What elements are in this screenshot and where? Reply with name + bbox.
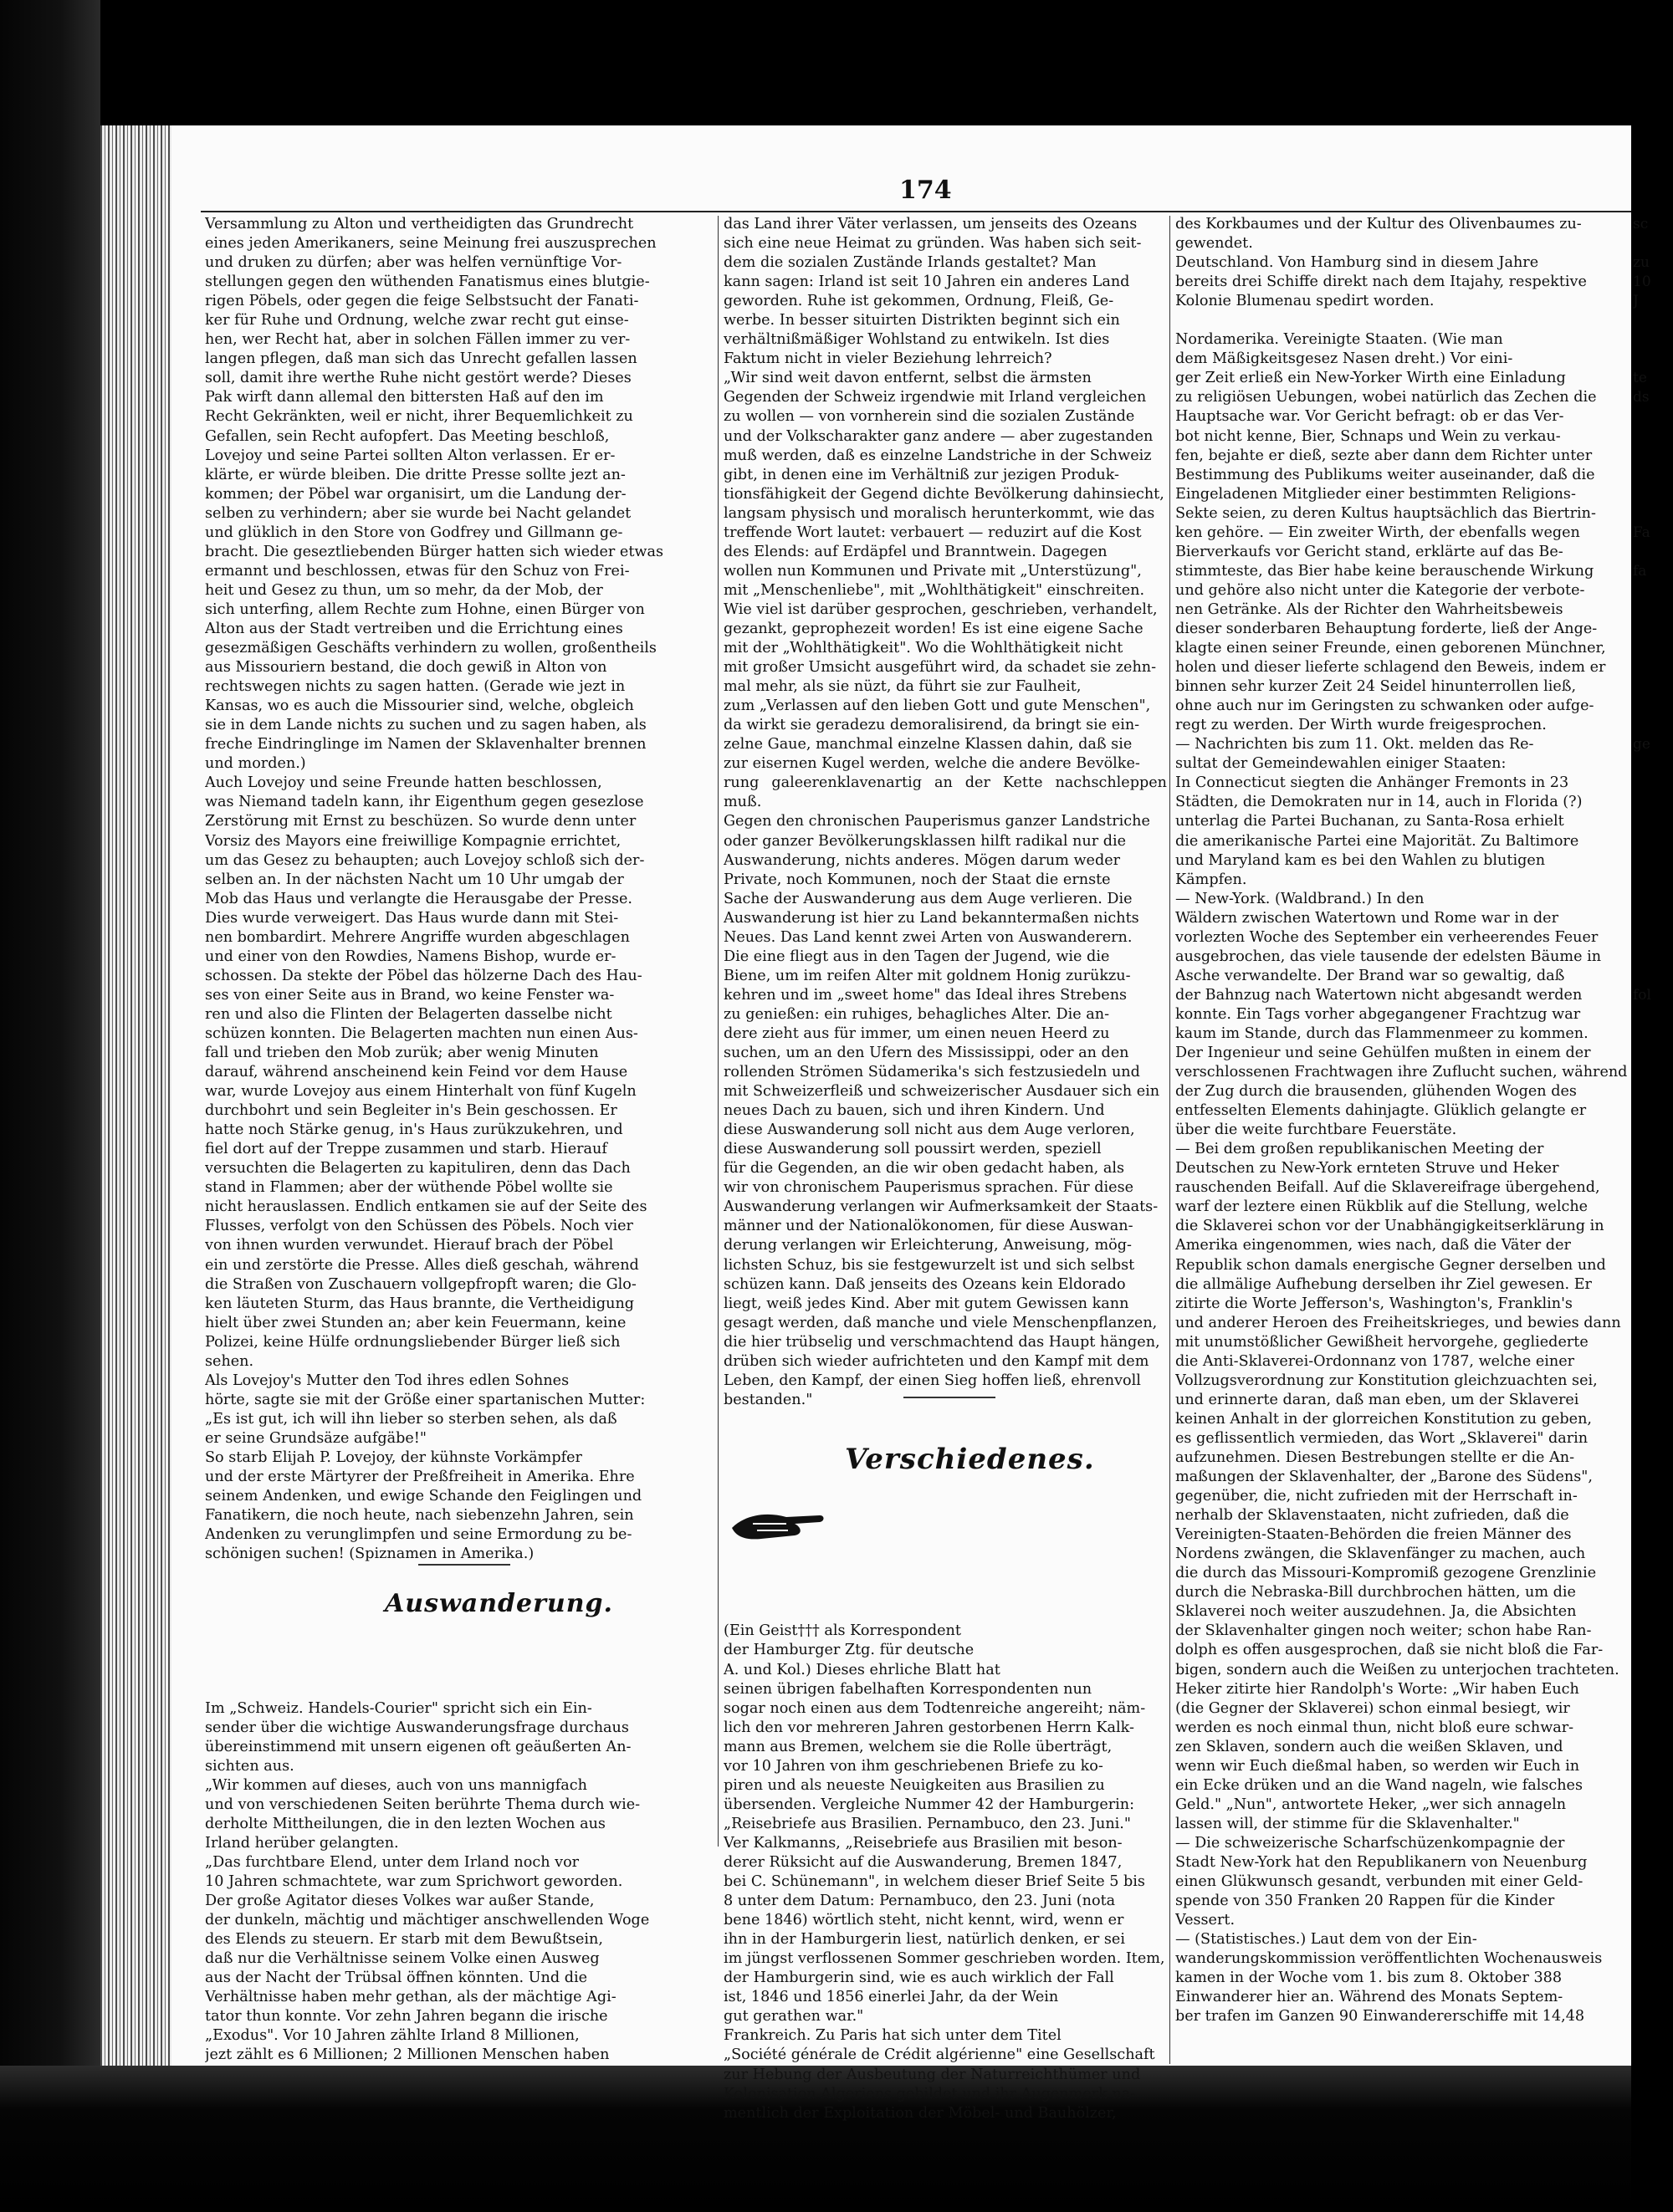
section-separator-1: [418, 1564, 510, 1566]
page-number: 174: [899, 176, 952, 205]
text-column-2: [724, 215, 1167, 2123]
section-separator-2: [903, 1397, 995, 1398]
column-1-text: Versammlung zu Alton und vertheidigten das Grundrecht eines jeden Amerikaners, seine Meinung frei auszusprechen und druken zu dürfen; aber was helfen vernünftige Vor- stellungen gegen den wüthenden Fanatismus eines blutgie- rigen Pöbels, oder gegen die feige Selbstsucht der Fanati- ker für Ruhe und Ordnung, welche zwar recht gut einse- hen, wer Recht hat, aber in solchen Fällen immer zu ver- langen pflegen, daß man sich das Unrecht gefallen lassen soll, damit ihre werthe Ruhe nicht gestört werde? Dieses Pak wirft dann allemal den bittersten Haß auf den im Recht Gekränkten, weil er nicht, ihrer Bequemlichkeit zu Gefallen, sein Recht aufopfert. Das Meeting beschloß, Lovejoy und seine Partei sollten Alton verlassen. Er er- klärte, er würde bleiben. Die dritte Presse sollte jezt an- kommen; der Pöbel war organisirt, um die Landung der- selben zu verhindern; aber sie wurde bei Nacht gelandet und glüklich in den Store von Godfrey und Gillmann ge- bracht. Die geseztliebenden Bürger hatten sich wieder etwas ermannt und beschlossen, etwas für den Schuz von Frei- heit und Gesez zu thun, um so mehr, da der Mob, der sich unterfing, allem Rechte zum Hohne, einen Bürger von Alton aus der Stadt vertreiben und die Errichtung eines gesezmäßigen Geschäfts verhindern zu wollen, großentheils aus Missouriern bestand, die doch gewiß in Alton von rechtswegen nichts zu sagen hatten. (Gerade wie jezt in Kansas, wo es auch die Missourier sind, welche, obgleich sie in dem Lande nichts zu suchen und zu sagen haben, als freche Eindringlinge im Namen der Sklavenhalter brennen und morden.) Auch Lovejoy und seine Freunde hatten beschlossen, was Niemand tadeln kann, ihr Eigenthum gegen gesezlose Zerstörung mit Ernst zu beschüzen. So wurde denn unter Vorsiz des Mayors eine freiwillige Kompagnie errichtet, um das Gesez zu behaupten; auch Lovejoy schloß sich der- selben an. In der nächsten Nacht um 10 Uhr umgab der Mob das Haus und verlangte die Herausgabe der Presse. Dies wurde verweigert. Das Haus wurde dann mit Stei- nen bombardirt. Mehrere Angriffe wurden abgeschlagen und einer von den Rowdies, Namens Bishop, wurde er- schossen. Da stekte der Pöbel das hölzerne Dach des Hau- ses von einer Seite aus in Brand, wo keine Fenster wa- ren und also die Flinten der Belagerten dasselbe nicht schüzen konnten. Die Belagerten machten nun einen Aus- fall und trieben den Mob zurük; aber wenig Minuten darauf, während anscheinend kein Feind vor dem Hause war, wurde Lovejoy aus einem Hinterhalt von fünf Kugeln durchbohrt und sein Begleiter in's Bein geschossen. Er hatte noch Stärke genug, in's Haus zurükzukehren, und fiel dort auf der Treppe zusammen und starb. Hierauf versuchten die Belagerten zu kapituliren, denn das Dach stand in Flammen; aber der wüthende Pöbel wollte sie nicht herauslassen. Endlich entkamen sie auf der Seite des Flusses, verfolgt von den Schüssen des Pöbels. Noch vier von ihnen wurden verwundet. Hierauf brach der Pöbel ein und zerstörte die Presse. Alles dieß geschah, während die Straßen von Zuschauern vollgepfropft waren; die Glo- ken läuteten Sturm, das Haus brannte, die Vertheidigung hielt über zwei Stunden an; aber kein Feuermann, keine Polizei, keine Hülfe ordnungsliebender Bürger ließ sich sehen. Als Lovejoy's Mutter den Tod ihres edlen Sohnes hörte, sagte sie mit der Größe einer spartanischen Mutter: „Es ist gut, ich will ihn lieber so sterben sehen, als daß er seine Grundsäze aufgäbe!" So starb Elijah P. Lovejoy, der kühnste Vorkämpfer und der erste Märtyrer der Preßfreiheit in Amerika. Ehre seinem Andenken, und ewige Schande den Feiglingen und Fanatikern, die noch heute, nach siebenzehn Jahren, sein Andenken zu verunglimpfen und seine Ermordung zu be- schönigen suchen! (Spiznamen in Amerika.) Im „Schweiz. Handels-Courier" spricht sich ein Ein- sender über die wichtige Auswanderungsfrage durchaus übereinstimmend mit unsern eigenen oft geäußerten An- sichten aus. „Wir kommen auf dieses, auch von uns mannigfach und von verschiedenen Seiten berührte Thema durch wie- derholte Mittheilungen, die in den lezten Wochen aus Irland herüber gelangten. „Das furchtbare Elend, unter dem Irland noch vor 10 Jahren schmachtete, war zum Sprichwort geworden. Der große Agitator dieses Volkes war außer Stande, der dunkeln, mächtig und mächtiger anschwellenden Woge des Elends zu steuern. Er starb mit dem Bewußtsein, daß nur die Verhältnisse seinem Volke einen Ausweg aus der Nacht der Trübsal öffnen könnten. Und die Verhältnisse haben mehr gethan, als der mächtige Agi- tator thun konnte. Vor zehn Jahren begann die irische „Exodus". Vor 10 Jahren zählte Irland 8 Millionen, jezt zählt es 6 Millionen; 2 Millionen Menschen haben: [205, 216, 663, 2064]
heading-verschiedenes: Verschiedenes.: [845, 1443, 1095, 1476]
text-column-1: [205, 215, 715, 2066]
scan-left-border: [0, 0, 100, 2212]
header-rule: [201, 211, 1631, 212]
column-3-text: des Korkbaumes und der Kultur des Olivenbaumes zu- gewendet. Deutschland. Von Hamburg sind in diesem Jahre bereits drei Schiffe direkt nach dem Itajahy, respektive Kolonie Blumenau spedirt worden. Nordamerika. Vereinigte Staaten. (Wie man dem Mäßigkeitsgesez Nasen dreht.) Vor eini- ger Zeit erließ ein New-Yorker Wirth eine Einladung zu religiösen Uebungen, wobei natürlich das Zechen die Hauptsache war. Vor Gericht befragt: ob er das Ver- bot nicht kenne, Bier, Schnaps und Wein zu verkau- fen, bejahte er dieß, sezte aber dann dem Richter unter Bestimmung des Publikums weiter auseinander, daß die Eingeladenen Mitglieder einer bestimmten Religions- Sekte seien, zu deren Kultus hauptsächlich das Biertrin- ken gehöre. — Ein zweiter Wirth, der ebenfalls wegen Bierverkaufs vor Gericht stand, erklärte auf das Be- stimmteste, das Bier habe keine berauschende Wirkung und gehöre also nicht unter die Kategorie der verbote- nen Getränke. Als der Richter den Wahrheitsbeweis dieser sonderbaren Behauptung forderte, ließ der Ange- klagte einen seiner Freunde, einen geborenen Münchner, holen und dieser lieferte schlagend den Beweis, indem er binnen sehr kurzer Zeit 24 Seidel hinunterrollen ließ, ohne auch nur im Geringsten zu schwanken oder aufge- regt zu werden. Der Wirth wurde freigesprochen. — Nachrichten bis zum 11. Okt. melden das Re- sultat der Gemeindewahlen einiger Staaten: In Connecticut siegten die Anhänger Fremonts in 23 Städten, die Demokraten nur in 14, auch in Florida (?) unterlag die Partei Buchanan, zu Santa-Rosa erhielt die amerikanische Partei eine Majorität. Zu Baltimore und Maryland kam es bei den Wahlen zu blutigen Kämpfen. — New-York. (Waldbrand.) In den Wäldern zwischen Watertown und Rome war in der vorlezten Woche des September ein verheerendes Feuer ausgebrochen, das viele tausende der edelsten Bäume in Asche verwandelte. Der Brand war so gewaltig, daß der Bahnzug nach Watertown nicht abgesandt werden konnte. Ein Tags vorher abgegangener Frachtzug war kaum im Stande, durch das Flammenmeer zu kommen. Der Ingenieur und seine Gehülfen mußten in einem der verschlossenen Frachtwagen ihre Zuflucht suchen, während der Zug durch die brausenden, glühenden Wogen des entfesselten Elements dahinjagte. Glüklich gelangte er über die weite furchtbare Feuerstäte. — Bei dem großen republikanischen Meeting der Deutschen zu New-York ernteten Struve und Heker rauschenden Beifall. Auf die Sklavereifrage übergehend, warf der leztere einen Rükblik auf die Stellung, welche die Sklaverei schon vor der Unabhängigkeitserklärung in Amerika eingenommen, wies nach, daß die Väter der Republik schon damals energische Gegner derselben und die allmälige Aufhebung derselben ihr Ziel gewesen. Er zitirte die Worte Jefferson's, Washington's, Franklin's und anderer Heroen des Freiheitskrieges, und bewies dann mit unumstößlicher Gewißheit hervorgehe, gegliederte die Anti-Sklaverei-Ordonnanz von 1787, welche einer Vollzugsverordnung zur Konstitution gleichzuachten sei, und erinnerte daran, daß man eben, um der Sklaverei keinen Anhalt in der glorreichen Konstitution zu geben, es geflissentlich vermieden, das Wort „Sklaverei" darin aufzunehmen. Diesen Bestrebungen stellte er die An- maßungen der Sklavenhalter, der „Barone des Südens", gegenüber, die, nicht zufrieden mit der Herrschaft in- nerhalb der Sklavenstaaten, nicht zufrieden, daß die Vereinigten-Staaten-Behörden die freien Männer des Nordens zwängen, die Sklavenfänger zu machen, auch die durch das Missouri-Kompromiß gezogene Grenzlinie durch die Nebraska-Bill durchbrochen hätten, um die Sklaverei noch weiter auszudehnen. Ja, die Absichten der Sklavenhalter gingen noch weiter; schon habe Ran- dolph es offen ausgesprochen, daß sie nicht bloß die Far- bigen, sondern auch die Weißen zu unterjochen trachteten. Heker zitirte hier Randolph's Worte: „Wir haben Euch (die Gegner der Sklaverei) schon einmal besiegt, wir werden es noch einmal thun, nicht bloß eure schwar- zen Sklaven, sondern auch die weißen Sklaven, und wenn wir Euch dießmal haben, so werden wir Euch in ein Ecke drüken und an die Wand nageln, wie falsches Geld." „Nun", antwortete Heker, „wer sich annageln lassen will, der stimme für die Sklavenhalter." — Die schweizerische Scharfschüzenkompagnie der Stadt New-York hat den Republikanern von Neuenburg einen Glükwunsch gesandt, verbunden mit einer Geld- spende von 350 Franken 20 Rappen für die Kinder Vessert. — (Statistisches.) Laut dem von der Ein- wanderungskommission veröffentlichten Wochenausweis kamen in der Woche vom 1. bis zum 8. Oktober 388 Einwanderer hier an. Während des Monats Septem- ber trafen im Ganzen 90 Einwandererschiffe mit 14,48: [1175, 216, 1628, 2026]
book-page-edges: [100, 125, 171, 2066]
heading-auswanderung: Auswanderung.: [385, 1589, 613, 1618]
text-column-3: [1175, 215, 1631, 2026]
column-4-text: sc zu 10 J te ds Fa fa ge fol: [1633, 216, 1651, 1004]
text-column-4-cropped: [1633, 215, 1670, 1005]
column-2-text: das Land ihrer Väter verlassen, um jenseits des Ozeans sich eine neue Heimat zu gründen. Was haben sich seit- dem die sozialen Zustände Irlands gestaltet? Man kann sagen: Irland ist seit 10 Jahren ein anderes Land geworden. Ruhe ist gekommen, Ordnung, Fleiß, Ge- werbe. In besser situirten Distrikten beginnt sich ein verhältnißmäßiger Wohlstand zu entwikeln. Ist dies Faktum nicht in vieler Beziehung lehrreich? „Wir sind weit davon entfernt, selbst die ärmsten Gegenden der Schweiz irgendwie mit Irland vergleichen zu wollen — von vornherein sind die sozialen Zustände und der Volkscharakter ganz andere — aber zugestanden muß werden, daß es einzelne Landstriche in der Schweiz gibt, in denen eine im Verhältniß zur jezigen Produk- tionsfähigkeit der Gegend dichte Bevölkerung dahinsiecht, langsam physisch und moralisch herunterkommt, wie das treffende Wort lautet: verbauert — reduzirt auf die Kost des Elends: auf Erdäpfel und Branntwein. Dagegen wollen nun Kommunen und Private mit „Unterstüzung", mit „Menschenliebe", mit „Wohlthätigkeit" einschreiten. Wie viel ist darüber gesprochen, geschrieben, verhandelt, gezankt, geprophezeit worden! Es ist eine eigene Sache mit der „Wohlthätigkeit". Wo die Wohlthätigkeit nicht mit großer Umsicht ausgeführt wird, da schadet sie zehn- mal mehr, als sie nüzt, da führt sie zur Faulheit, zum „Verlassen auf den lieben Gott und gute Menschen", da wirkt sie geradezu demoralisirend, da bringt sie ein- zelne Gaue, manchmal einzelne Klassen dahin, daß sie zur eisernen Kugel werden, welche die andere Bevölke- rung galeerenklavenartig an der Kette nachschleppen muß. Gegen den chronischen Pauperismus ganzer Landstriche oder ganzer Bevölkerungsklassen hilft radikal nur die Auswanderung, nichts anderes. Mögen darum weder Private, noch Kommunen, noch der Staat die ernste Sache der Auswanderung aus dem Auge verlieren. Die Auswanderung ist hier zu Land bekanntermaßen nichts Neues. Das Land kennt zwei Arten von Auswanderern. Die eine fliegt aus in den Tagen der Jugend, wie die Biene, um im reifen Alter mit goldnem Honig zurükzu- kehren und im „sweet home" das Ideal ihres Strebens zu genießen: ein ruhiges, behagliches Alter. Die an- dere zieht aus für immer, um einen neuen Heerd zu suchen, um an den Ufern des Mississippi, oder an den rollenden Strömen Südamerika's sich festzusiedeln und mit Schweizerfleiß und schweizerischer Ausdauer sich ein neues Dach zu bauen, sich und ihren Kindern. Und diese Auswanderung soll nicht aus dem Auge verloren, diese Auswanderung soll poussirt werden, speziell für die Gegenden, an die wir oben gedacht haben, als wir von chronischem Pauperismus sprachen. Für diese Auswanderung verlangen wir Aufmerksamkeit der Staats- männer und der Nationalökonomen, für diese Auswan- derung verlangen wir Erleichterung, Anweisung, mög- lichsten Schuz, bis sie festgewurzelt ist und sich selbst schüzen kann. Daß jenseits des Ozeans kein Eldorado liegt, weiß jedes Kind. Aber mit gutem Gewissen kann gesagt werden, daß manche und viele Menschenpflanzen, die hier trübselig und verschmachtend das Haupt hängen, drüben sich wieder aufrichteten und den Kampf mit dem Leben, den Kampf, der einen Sieg hoffen ließ, ehrenvoll bestanden." (Ein Geist††† als Korrespondent der Hamburger Ztg. für deutsche A. und Kol.) Dieses ehrliche Blatt hat seinen übrigen fabelhaften Korrespondenten nun sogar noch einen aus dem Todtenreiche angereiht; näm- lich den vor mehreren Jahren gestorbenen Herrn Kalk- mann aus Bremen, welchem sie die Rolle überträgt, vor 10 Jahren von ihm geschriebenen Briefe zu ko- piren und als neueste Neuigkeiten aus Brasilien zu übersenden. Vergleiche Nummer 42 der Hamburgerin: „Reisebriefe aus Brasilien. Pernambuco, den 23. Juni." Ver Kalkmanns, „Reisebriefe aus Brasilien mit beson- derer Rüksicht auf die Auswanderung, Bremen 1847, bei C. Schünemann", in welchem dieser Brief Seite 5 bis 8 unter dem Datum: Pernambuco, den 23. Juni (nota bene 1846) wörtlich steht, nicht kennt, wird, wenn er ihn in der Hamburgerin liest, natürlich denken, er sei im jüngst verflossenen Sommer geschrieben worden. Item, der Hamburgerin sind, wie es auch wirklich der Fall ist, 1846 und 1856 einerlei Jahr, da der Wein gut gerathen war." Frankreich. Zu Paris hat sich unter dem Titel „Société générale de Crédit algérienne" eine Gesellschaft zur Hebung der Ausbeutung der Naturreichthümer und Kolonisation Algeriens gebildet und ihr Augenmerk na- mentlich der Exploitation der Möbel- und Bauhölzer,: [724, 216, 1167, 2122]
scan-top-border: [0, 0, 1673, 125]
pointing-hand-icon: [728, 1499, 828, 1549]
column-divider-1: [718, 216, 719, 1847]
column-divider-2: [1169, 216, 1170, 2064]
